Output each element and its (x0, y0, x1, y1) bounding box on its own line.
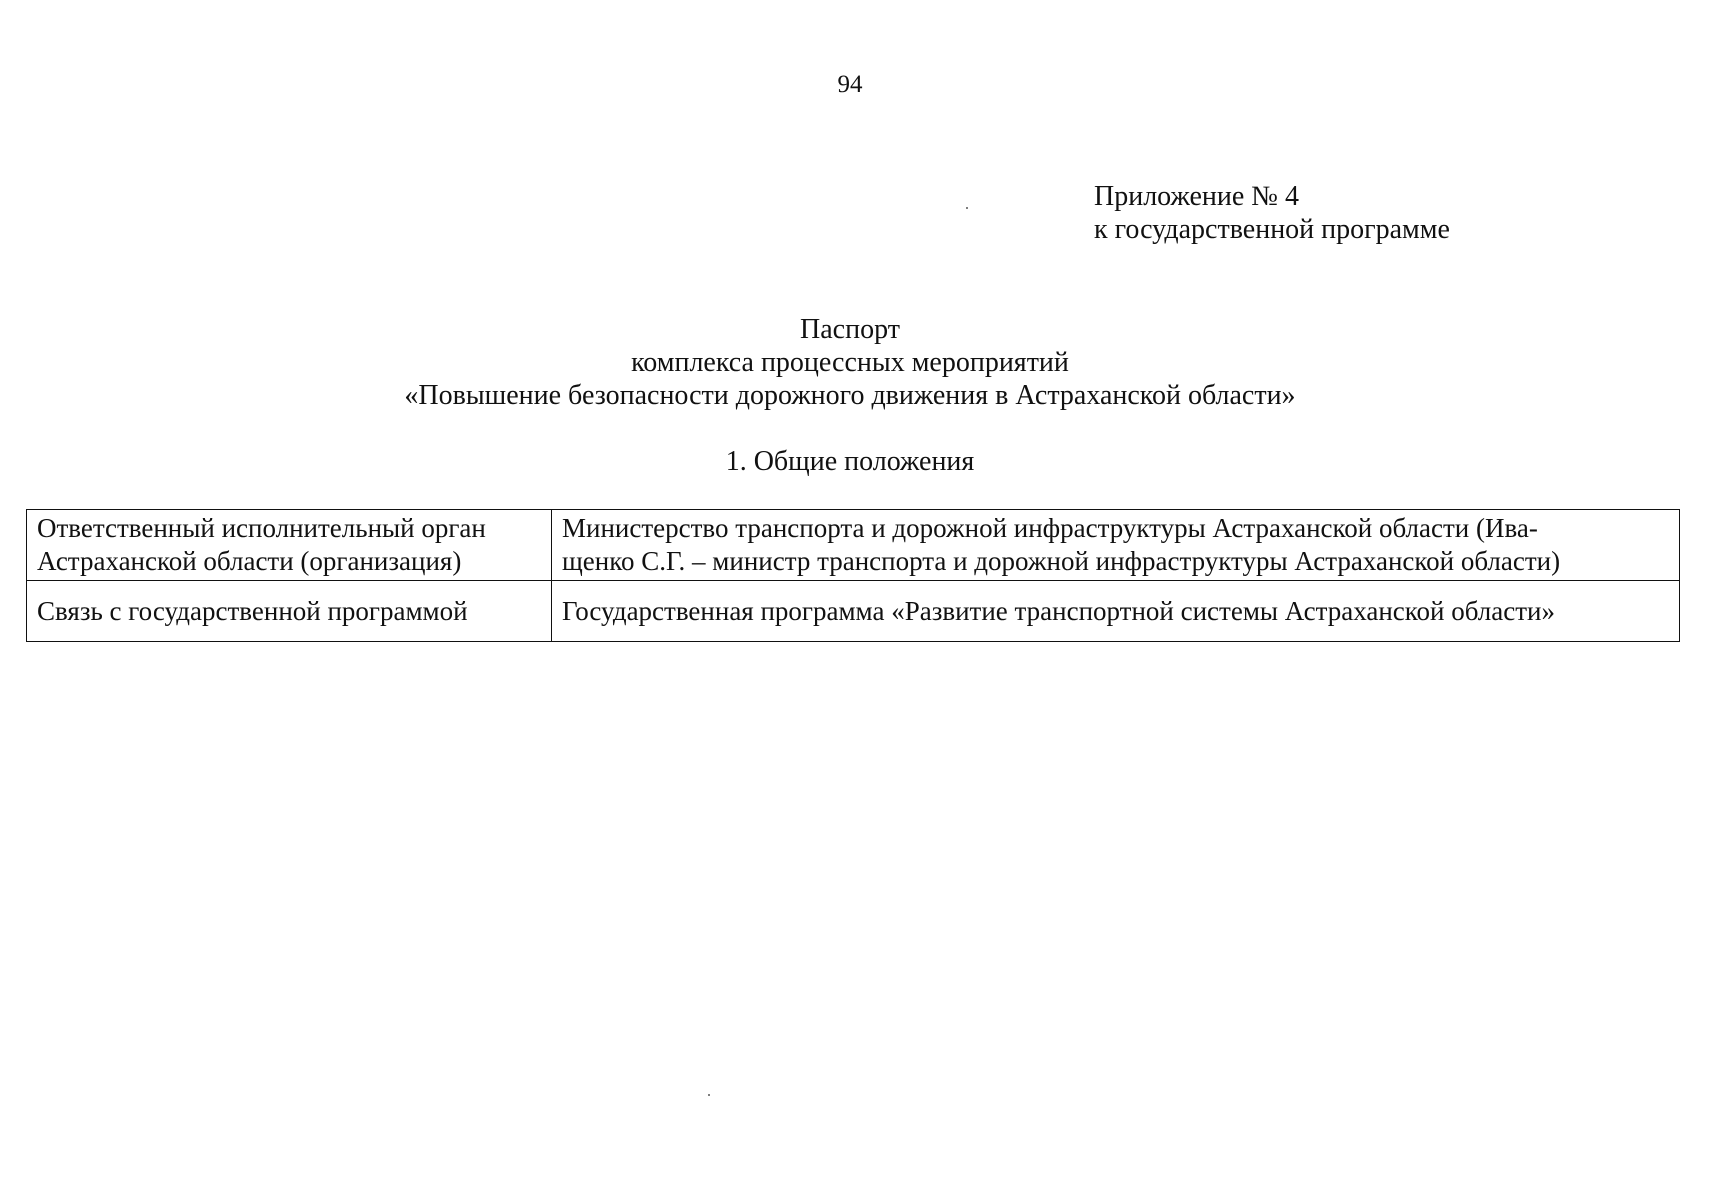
table-cell-value (552, 581, 1680, 642)
cell-text-line: Государственная программа «Развитие транспортной системы Астраханской области» (562, 595, 1555, 626)
title-line-complex: комплекса процессных мероприятий (631, 347, 1069, 378)
cell-text-line: Министерство транспорта и дорожной инфраструктуры Астраханской области (Ива- (562, 513, 1538, 543)
page-number: 94 (837, 71, 863, 98)
table-cell-value (552, 510, 1680, 581)
appendix-reference: к государственной программе (1094, 214, 1450, 245)
table-cell-label (27, 581, 552, 642)
scan-speck (966, 207, 968, 209)
document-title (0, 313, 1700, 412)
table-row (27, 581, 1680, 642)
cell-text-line: Ответственный исполнительный орган (37, 513, 486, 543)
table-row (27, 510, 1680, 581)
appendix-note (1094, 180, 1450, 246)
cell-text-line: щенко С.Г. – министр транспорта и дорожной инфраструктуры Астраханской области) (562, 546, 1561, 576)
title-line-passport: Паспорт (800, 314, 900, 345)
title-line-program-name: «Повышение безопасности дорожного движения в Астраханской области» (404, 380, 1296, 411)
cell-text-line: Связь с государственной программой (37, 595, 468, 626)
cell-text-line: Астраханской области (организация) (37, 546, 462, 576)
table-cell-label (27, 510, 552, 581)
scan-speck (708, 1094, 710, 1096)
section-heading: 1. Общие положения (725, 446, 975, 477)
appendix-number: Приложение № 4 (1094, 181, 1299, 212)
general-provisions-table (26, 509, 1680, 642)
